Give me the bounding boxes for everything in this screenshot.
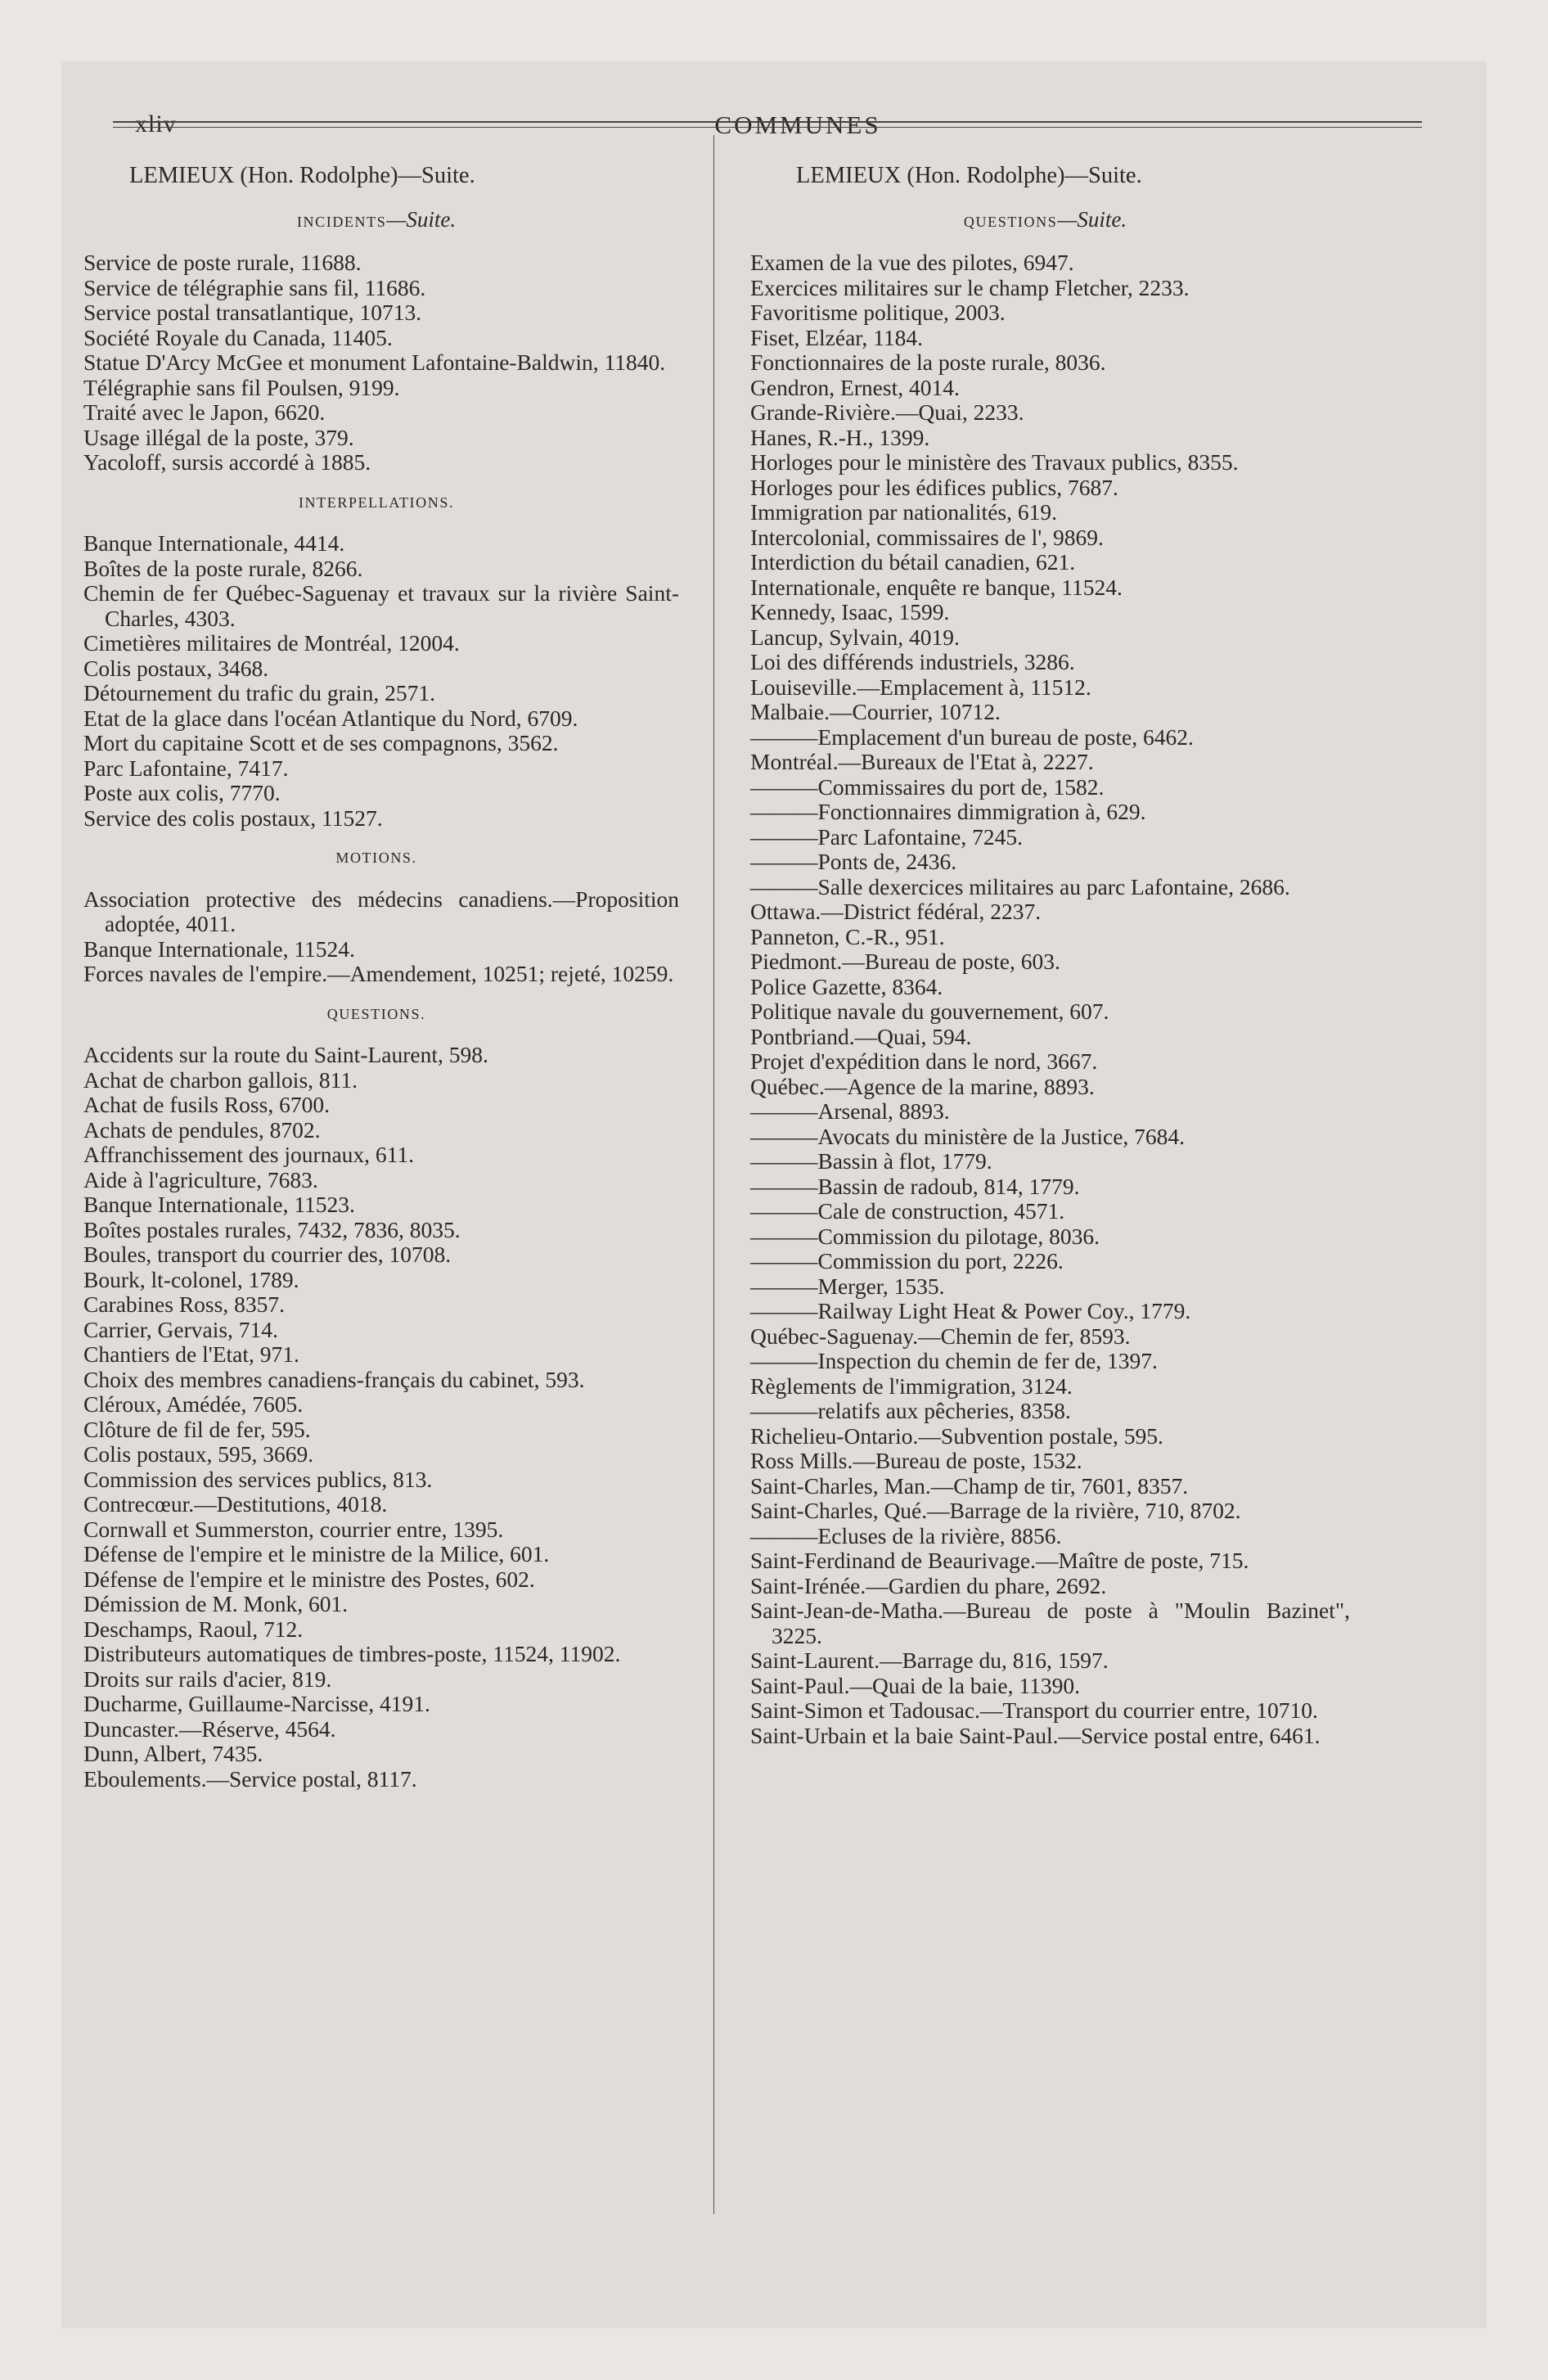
- index-entry: Accidents sur la route du Saint-Laurent, 598.: [83, 1042, 488, 1067]
- index-entry: ———Merger, 1535.: [750, 1273, 945, 1299]
- index-entry: Chantiers de l'Etat, 971.: [83, 1341, 299, 1367]
- left-column-title: LEMIEUX (Hon. Rodolphe)—Suite.: [129, 163, 475, 188]
- index-entry: Lancup, Sylvain, 4019.: [750, 624, 960, 650]
- section-heading: [74, 1002, 679, 1027]
- index-entry: Horloges pour le ministère des Travaux publics, 8355.: [750, 449, 1239, 475]
- index-entry: Achat de fusils Ross, 6700.: [83, 1092, 330, 1117]
- index-entry: Richelieu-Ontario.—Subvention postale, 595.: [750, 1422, 1163, 1449]
- index-entry: Internationale, enquête re banque, 11524.: [750, 574, 1123, 600]
- index-entry: Saint-Laurent.—Barrage du, 816, 1597.: [750, 1648, 1109, 1673]
- index-entry: Deschamps, Raoul, 712.: [83, 1616, 304, 1642]
- index-entry: ———Parc Lafontaine, 7245.: [750, 823, 1023, 850]
- index-entry: Carrier, Gervais, 714.: [83, 1316, 278, 1342]
- index-entry: Service postal transatlantique, 10713.: [83, 300, 422, 325]
- index-entry: ———Bassin à flot, 1779.: [750, 1148, 992, 1174]
- index-entry: Québec-Saguenay.—Chemin de fer, 8593.: [750, 1323, 1131, 1349]
- index-entry: Saint-Jean-de-Matha.—Bureau de poste à "Moulin Bazinet", 3225.: [750, 1598, 1350, 1648]
- index-entry: Saint-Irénée.—Gardien du phare, 2692.: [750, 1572, 1107, 1598]
- index-entry: Association protective des médecins canadiens.—Proposition adoptée, 4011.: [83, 886, 679, 936]
- index-entry: Mort du capitaine Scott et de ses compagnons, 3562.: [83, 730, 559, 755]
- index-entry: Pontbriand.—Quai, 594.: [750, 1023, 972, 1049]
- index-entry: Hanes, R.-H., 1399.: [750, 424, 930, 450]
- index-entry: Saint-Charles, Qué.—Barrage de la rivière, 710, 8702.: [750, 1498, 1241, 1523]
- index-entry: Saint-Ferdinand de Beaurivage.—Maître de poste, 715.: [750, 1548, 1249, 1573]
- header-rule-thin: [113, 127, 1422, 128]
- index-entry: Achat de charbon gallois, 811.: [83, 1066, 358, 1093]
- index-entry: Fiset, Elzéar, 1184.: [750, 324, 923, 350]
- index-entry: Aide à l'agriculture, 7683.: [83, 1166, 318, 1192]
- section-heading-label: QUESTIONS.: [326, 1005, 426, 1022]
- index-entry: Saint-Simon et Tadousac.—Transport du courrier entre, 10710.: [750, 1697, 1318, 1723]
- index-entry: Police Gazette, 8364.: [750, 973, 943, 999]
- running-head: COMMUNES: [714, 110, 881, 139]
- index-entry: ———Commission du pilotage, 8036.: [750, 1223, 1100, 1249]
- index-entry: Loi des différends industriels, 3286.: [750, 649, 1075, 674]
- section-heading-label: INCIDENTS: [296, 213, 387, 230]
- index-entry: Boîtes postales rurales, 7432, 7836, 8035.: [83, 1216, 461, 1242]
- index-entry: Détournement du trafic du grain, 2571.: [83, 680, 435, 705]
- index-entry: Politique navale du gouvernement, 607.: [750, 998, 1109, 1024]
- index-entry: Affranchissement des journaux, 611.: [83, 1142, 415, 1167]
- index-entry: Chemin de fer Québec-Saguenay et travaux sur la rivière Saint-Charles, 4303.: [83, 580, 679, 631]
- section-heading-suffix: —Suite.: [1057, 206, 1127, 232]
- index-entry: ———Emplacement d'un bureau de poste, 6462.: [750, 723, 1194, 750]
- index-entry: ———Ponts de, 2436.: [750, 849, 957, 874]
- index-entry: Intercolonial, commissaires de l', 9869.: [750, 524, 1104, 550]
- index-entry: Saint-Urbain et la baie Saint-Paul.—Service postal entre, 6461.: [750, 1722, 1321, 1748]
- column-divider: [713, 135, 714, 2214]
- index-entry: Télégraphie sans fil Poulsen, 9199.: [83, 374, 400, 400]
- index-entry: Duncaster.—Réserve, 4564.: [83, 1715, 336, 1742]
- index-entry: Montréal.—Bureaux de l'Etat à, 2227.: [750, 749, 1094, 774]
- index-entry: Droits sur rails d'acier, 819.: [83, 1666, 332, 1692]
- right-column: [740, 164, 1350, 1748]
- index-entry: Service de poste rurale, 11688.: [83, 250, 362, 275]
- index-entry: ———Railway Light Heat & Power Coy., 1779.: [750, 1298, 1191, 1323]
- index-entry: Bourk, lt-colonel, 1789.: [83, 1266, 299, 1292]
- index-entry: ———Fonctionnaires dimmigration à, 629.: [750, 799, 1146, 824]
- index-entry: Cornwall et Summerston, courrier entre, 1395.: [83, 1516, 504, 1542]
- index-entry: Etat de la glace dans l'océan Atlantique du Nord, 6709.: [83, 705, 578, 731]
- section-heading: [74, 490, 679, 516]
- page-number: xliv: [135, 110, 177, 137]
- index-entry: Parc Lafontaine, 7417.: [83, 755, 289, 781]
- index-entry: ———Commissaires du port de, 1582.: [750, 773, 1105, 800]
- index-entry: Défense de l'empire et le ministre de la Milice, 601.: [83, 1541, 550, 1566]
- index-entry: Favoritisme politique, 2003.: [750, 300, 1006, 325]
- index-entry: ———Salle dexercices militaires au parc Lafontaine, 2686.: [750, 873, 1290, 899]
- section-heading-suffix: —Suite.: [386, 206, 457, 232]
- index-entry: Malbaie.—Courrier, 10712.: [750, 699, 1001, 724]
- index-entry: Boules, transport du courrier des, 10708.: [83, 1242, 452, 1267]
- index-entry: Examen de la vue des pilotes, 6947.: [750, 250, 1074, 275]
- index-entry: Saint-Paul.—Quai de la baie, 11390.: [750, 1672, 1080, 1698]
- index-entry: ———Inspection du chemin de fer de, 1397.: [750, 1348, 1158, 1373]
- index-entry: ———relatifs aux pêcheries, 8358.: [750, 1398, 1071, 1423]
- right-column-title: LEMIEUX (Hon. Rodolphe)—Suite.: [796, 163, 1142, 188]
- index-entry: Poste aux colis, 7770.: [83, 780, 281, 805]
- index-entry: Service de télégraphie sans fil, 11686.: [83, 274, 426, 300]
- index-entry: Québec.—Agence de la marine, 8893.: [750, 1073, 1095, 1099]
- index-entry: Clôture de fil de fer, 595.: [83, 1416, 311, 1442]
- index-entry: Immigration par nationalités, 619.: [750, 499, 1057, 525]
- index-entry: Grande-Rivière.—Quai, 2233.: [750, 399, 1024, 425]
- index-entry: Yacoloff, sursis accordé à 1885.: [83, 449, 371, 475]
- index-entry: Kennedy, Isaac, 1599.: [750, 599, 950, 624]
- index-entry: Colis postaux, 3468.: [83, 655, 269, 681]
- section-heading: [74, 845, 679, 871]
- index-entry: Démission de M. Monk, 601.: [83, 1591, 349, 1616]
- section-heading-label: QUESTIONS: [963, 213, 1058, 230]
- index-entry: ———Avocats du ministère de la Justice, 7684.: [750, 1123, 1186, 1149]
- index-entry: Banque Internationale, 11523.: [83, 1192, 355, 1217]
- header-rule: [113, 121, 1422, 123]
- index-entry: Ducharme, Guillaume-Narcisse, 4191.: [83, 1691, 430, 1716]
- index-entry: Ross Mills.—Bureau de poste, 1532.: [750, 1448, 1082, 1473]
- index-entry: Distributeurs automatiques de timbres-poste, 11524, 11902.: [83, 1641, 621, 1666]
- index-entry: Banque Internationale, 4414.: [83, 530, 345, 556]
- index-entry: ———Arsenal, 8893.: [750, 1098, 950, 1124]
- index-entry: Projet d'expédition dans le nord, 3667.: [750, 1048, 1098, 1074]
- index-entry: Colis postaux, 595, 3669.: [83, 1441, 314, 1467]
- index-entry: Choix des membres canadiens-français du cabinet, 593.: [83, 1366, 585, 1392]
- index-entry: Commission des services publics, 813.: [83, 1466, 433, 1492]
- index-entry: Cléroux, Amédée, 7605.: [83, 1391, 304, 1417]
- index-entry: Dunn, Albert, 7435.: [83, 1741, 263, 1766]
- index-entry: Piedmont.—Bureau de poste, 603.: [750, 949, 1060, 974]
- index-entry: Forces navales de l'empire.—Amendement, 10251; rejeté, 10259.: [83, 961, 674, 986]
- index-entry: Interdiction du bétail canadien, 621.: [750, 549, 1076, 575]
- index-entry: ———Cale de construction, 4571.: [750, 1198, 1065, 1224]
- index-entry: Boîtes de la poste rurale, 8266.: [83, 555, 363, 581]
- page-header: [135, 110, 1460, 151]
- index-entry: Service des colis postaux, 11527.: [83, 805, 383, 831]
- index-entry: ———Commission du port, 2226.: [750, 1248, 1064, 1273]
- index-entry: Carabines Ross, 8357.: [83, 1291, 285, 1317]
- index-entry: Usage illégal de la poste, 379.: [83, 424, 354, 450]
- index-entry: Panneton, C.-R., 951.: [750, 923, 945, 949]
- index-entry: Eboulements.—Service postal, 8117.: [83, 1765, 417, 1792]
- index-entry: Horloges pour les édifices publics, 7687.: [750, 474, 1118, 500]
- index-entry: Statue D'Arcy McGee et monument Lafontaine-Baldwin, 11840.: [83, 349, 666, 375]
- section-heading: [74, 207, 679, 235]
- index-entry: ———Bassin de radoub, 814, 1779.: [750, 1173, 1080, 1199]
- section-heading-label: INTERPELLATIONS.: [298, 494, 455, 511]
- index-entry: Cimetières militaires de Montréal, 12004.: [83, 630, 460, 656]
- section-heading: [740, 207, 1350, 235]
- index-entry: Traité avec le Japon, 6620.: [83, 399, 326, 425]
- index-entry: Fonctionnaires de la poste rurale, 8036.: [750, 349, 1106, 375]
- left-column: [74, 164, 679, 1792]
- index-entry: Défense de l'empire et le ministre des Postes, 602.: [83, 1566, 535, 1592]
- index-entry: Société Royale du Canada, 11405.: [83, 324, 393, 350]
- section-heading-label: MOTIONS.: [335, 850, 417, 866]
- index-entry: Gendron, Ernest, 4014.: [750, 374, 960, 400]
- index-entry: Achats de pendules, 8702.: [83, 1116, 321, 1143]
- index-entry: Louiseville.—Emplacement à, 11512.: [750, 674, 1091, 700]
- index-entry: ———Ecluses de la rivière, 8856.: [750, 1522, 1062, 1548]
- index-entry: Ottawa.—District fédéral, 2237.: [750, 899, 1042, 924]
- index-entry: Contrecœur.—Destitutions, 4018.: [83, 1491, 388, 1517]
- index-entry: Saint-Charles, Man.—Champ de tir, 7601, 8357.: [750, 1472, 1189, 1499]
- index-entry: Banque Internationale, 11524.: [83, 935, 355, 962]
- index-entry: Exercices militaires sur le champ Fletcher, 2233.: [750, 274, 1190, 300]
- index-entry: Règlements de l'immigration, 3124.: [750, 1373, 1073, 1399]
